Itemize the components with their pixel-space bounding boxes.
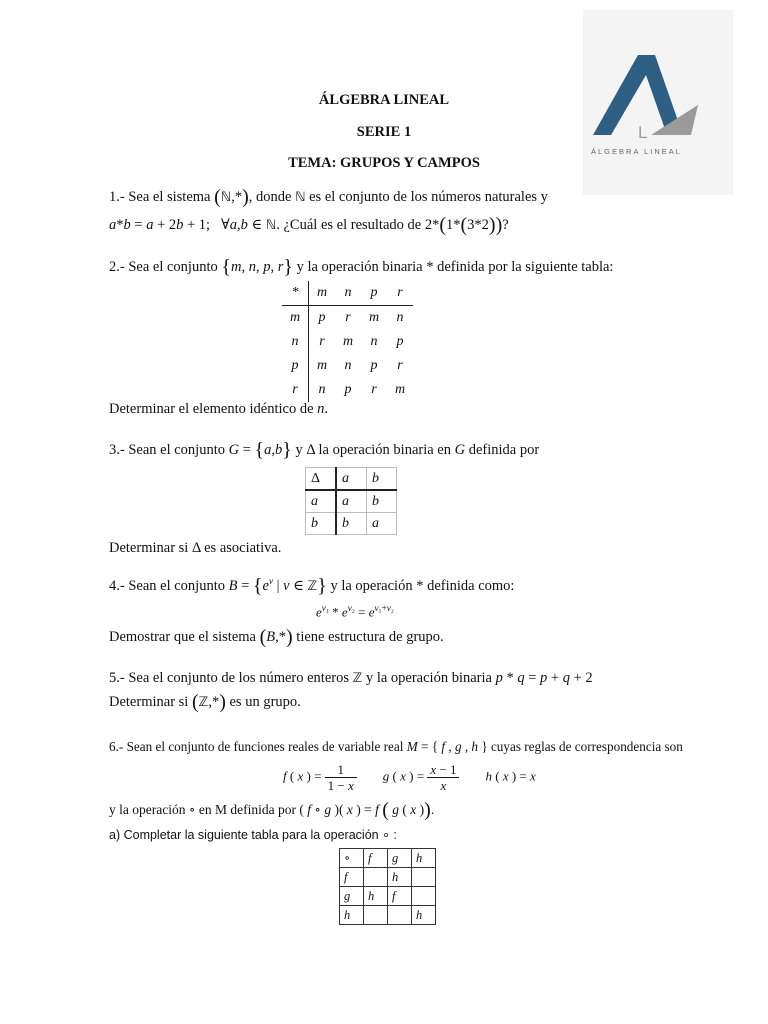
problem-3-table: Δ a b a a b b b a: [305, 467, 397, 535]
document-serie: SERIE 1: [356, 124, 412, 140]
problem-6-table: ∘ f g h f h g h f h h: [339, 848, 436, 925]
problem-6-operation: y la operación ∘ en M definida por ( f ∘ g )( x ) = f ( g ( x )).: [109, 799, 435, 821]
problem-3-question: Determinar si Δ es asociativa.: [109, 540, 282, 556]
problem-4-line-1: 4.- Sean el conjunto $B = \{e^v$ | v ∈ ℤ} y la operación * definida como:: [109, 574, 515, 597]
problem-2-table: * m n p r m p r m n n r m n p p m n p r r n p r m: [282, 281, 413, 402]
logo-caption: ÁLGEBRA LINEAL: [591, 147, 682, 156]
logo-small-letter: L: [638, 123, 648, 142]
problem-4-operation: $e^{v_1} * e^{v_2} = e^{v_1+v_2}$: [316, 603, 394, 620]
document-title: ÁLGEBRA LINEAL: [318, 92, 450, 108]
problem-2-line-1: 2.- Sea el conjunto {m, n, p, r} y la operación binaria * definida por la siguiente tabla:: [109, 256, 614, 278]
problem-1-line-2: a*b = a + 2b + 1; ∀a,b ∈ ℕ. ¿Cuál es el resultado de 2*(1*(3*2))?: [109, 214, 509, 236]
problem-6-line-1: 6.- Sean el conjunto de funciones reales de variable real M = { f , g , h } cuyas reglas de correspondencia son: [109, 739, 683, 754]
problem-6-functions: f ( x ) = $\frac{1}{1 - x}$ g ( x ) = $\frac{x - 1}{x}$ h ( x ) = x: [283, 762, 536, 793]
problem-2-question: Determinar el elemento idéntico de n.: [109, 401, 329, 417]
problem-5-question: Determinar si (ℤ,*) es un grupo.: [109, 691, 301, 713]
problem-1-line-1: 1.- Sea el sistema (ℕ,*), donde ℕ es el conjunto de los números naturales y: [109, 186, 548, 208]
document-tema: TEMA: GRUPOS Y CAMPOS: [288, 155, 480, 171]
problem-4-question: Demostrar que el sistema (B,*) tiene estructura de grupo.: [109, 626, 444, 648]
problem-6-part-a: a) Completar la siguiente tabla para la operación ∘ :: [109, 828, 397, 842]
problem-3-line-1: 3.- Sean el conjunto G = {a,b} y Δ la operación binaria en G definida por: [109, 439, 540, 461]
problem-5-line-1: 5.- Sea el conjunto de los número enteros ℤ y la operación binaria p * q = p + q + 2: [109, 670, 593, 686]
